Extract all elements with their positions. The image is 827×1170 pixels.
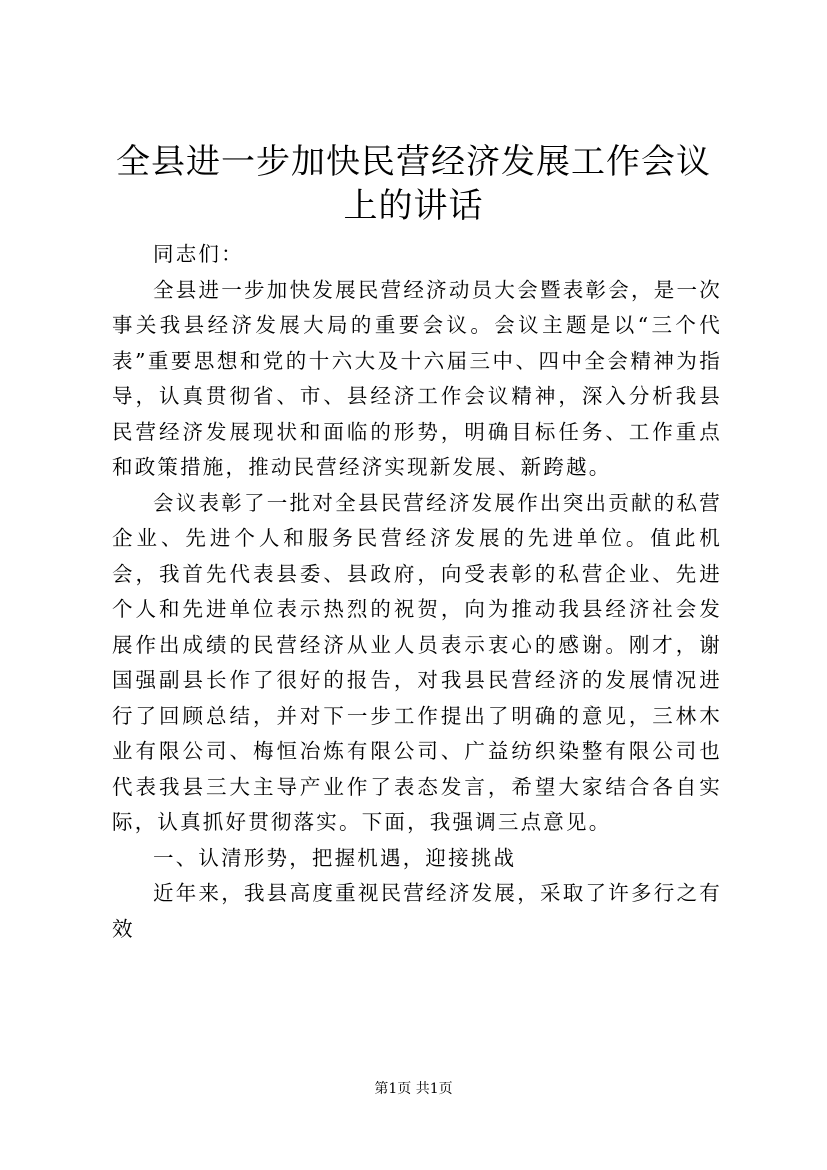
paragraph-1: 全县进一步加快发展民营经济动员大会暨表彰会，是一次事关我县经济发展大局的重要会议。会议主题是以“三个代表”重要思想和党的十六大及十六届三中、四中全会精神为指导，认真贯彻省、市、县经济工作会议精神，深入分析我县民营经济发展现状和面临的形势，明确目标任务、工作重点和政策措施，推动民营经济实现新发展、新跨越。 xyxy=(112,277,722,479)
section-heading-1: 一、认清形势，把握机遇，迎接挑战 xyxy=(153,845,517,870)
paragraph-3: 近年来，我县高度重视民营经济发展，采取了许多行之有效 xyxy=(112,881,722,941)
salutation: 同志们： xyxy=(153,242,244,266)
document-title: 全县进一步加快民营经济发展工作会议上的讲话 xyxy=(116,142,711,226)
page-footer: 第1页 共1页 xyxy=(374,1081,453,1097)
document-body xyxy=(112,237,722,947)
paragraph-2: 会议表彰了一批对全县民营经济发展作出突出贡献的私营企业、先进个人和服务民营经济发展的先进单位。值此机会，我首先代表县委、县政府，向受表彰的私营企业、先进个人和先进单位表示热烈的祝贺，向为推动我县经济社会发展作出成绩的民营经济从业人员表示衷心的感谢。刚才，谢国强副县长作了很好的报告，对我县民营经济的发展情况进行了回顾总结，并对下一步工作提出了明确的意见，三林木业有限公司、梅恒冶炼有限公司、广益纺织染整有限公司也代表我县三大主导产业作了表态发言，希望大家结合各自实际，认真抓好贯彻落实。下面，我强调三点意见。 xyxy=(112,490,722,834)
